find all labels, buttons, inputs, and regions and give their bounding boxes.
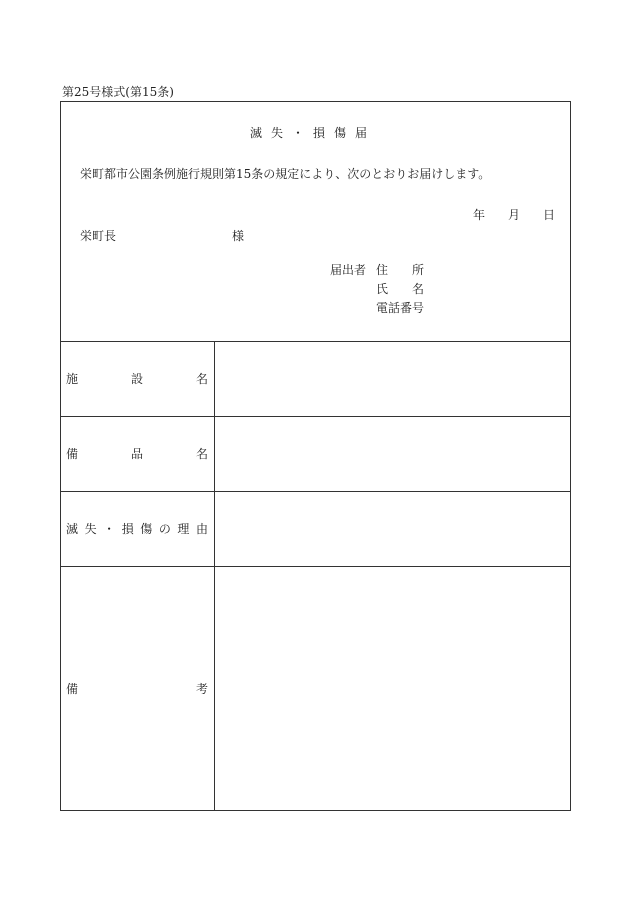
table-divider <box>60 416 571 417</box>
table-divider <box>60 341 571 342</box>
table-row-label <box>66 523 208 535</box>
form-number: 第25号様式(第15条) <box>62 85 174 99</box>
label-char: の <box>158 522 171 536</box>
label-char: 失 <box>84 522 97 536</box>
recipient-name: 栄町長 <box>80 229 117 243</box>
address-label: 住 所 <box>376 263 425 277</box>
date-day-label: 日 <box>543 208 556 222</box>
name-label: 氏 名 <box>376 282 425 296</box>
label-char: 備 <box>66 447 79 461</box>
date-year-label: 年 <box>473 208 486 222</box>
label-char: 名 <box>195 372 208 386</box>
table-divider <box>60 566 571 567</box>
date-month-label: 月 <box>508 208 521 222</box>
recipient-honorific: 様 <box>232 229 245 243</box>
notifier-label: 届出者 <box>330 263 367 277</box>
body-text: 栄町都市公園条例施行規則第15条の規定により、次のとおりお届けします。 <box>80 167 491 181</box>
label-char: ・ <box>103 522 116 536</box>
label-char: 名 <box>195 447 208 461</box>
label-char: 考 <box>195 682 208 696</box>
phone-label: 電話番号 <box>376 301 425 315</box>
label-char: 傷 <box>140 522 153 536</box>
table-divider <box>60 491 571 492</box>
table-column-divider <box>214 341 215 811</box>
label-char: 備 <box>66 682 79 696</box>
table-row-label <box>66 373 208 385</box>
label-char: 由 <box>195 522 208 536</box>
label-char: 品 <box>130 447 143 461</box>
table-row-label <box>66 448 208 460</box>
label-char: 設 <box>130 372 143 386</box>
label-char: 滅 <box>66 522 79 536</box>
label-char: 理 <box>177 522 190 536</box>
form-title: 滅失・損傷届 <box>250 126 377 140</box>
label-char: 施 <box>66 372 79 386</box>
label-char: 損 <box>121 522 134 536</box>
table-row-label <box>66 683 208 695</box>
